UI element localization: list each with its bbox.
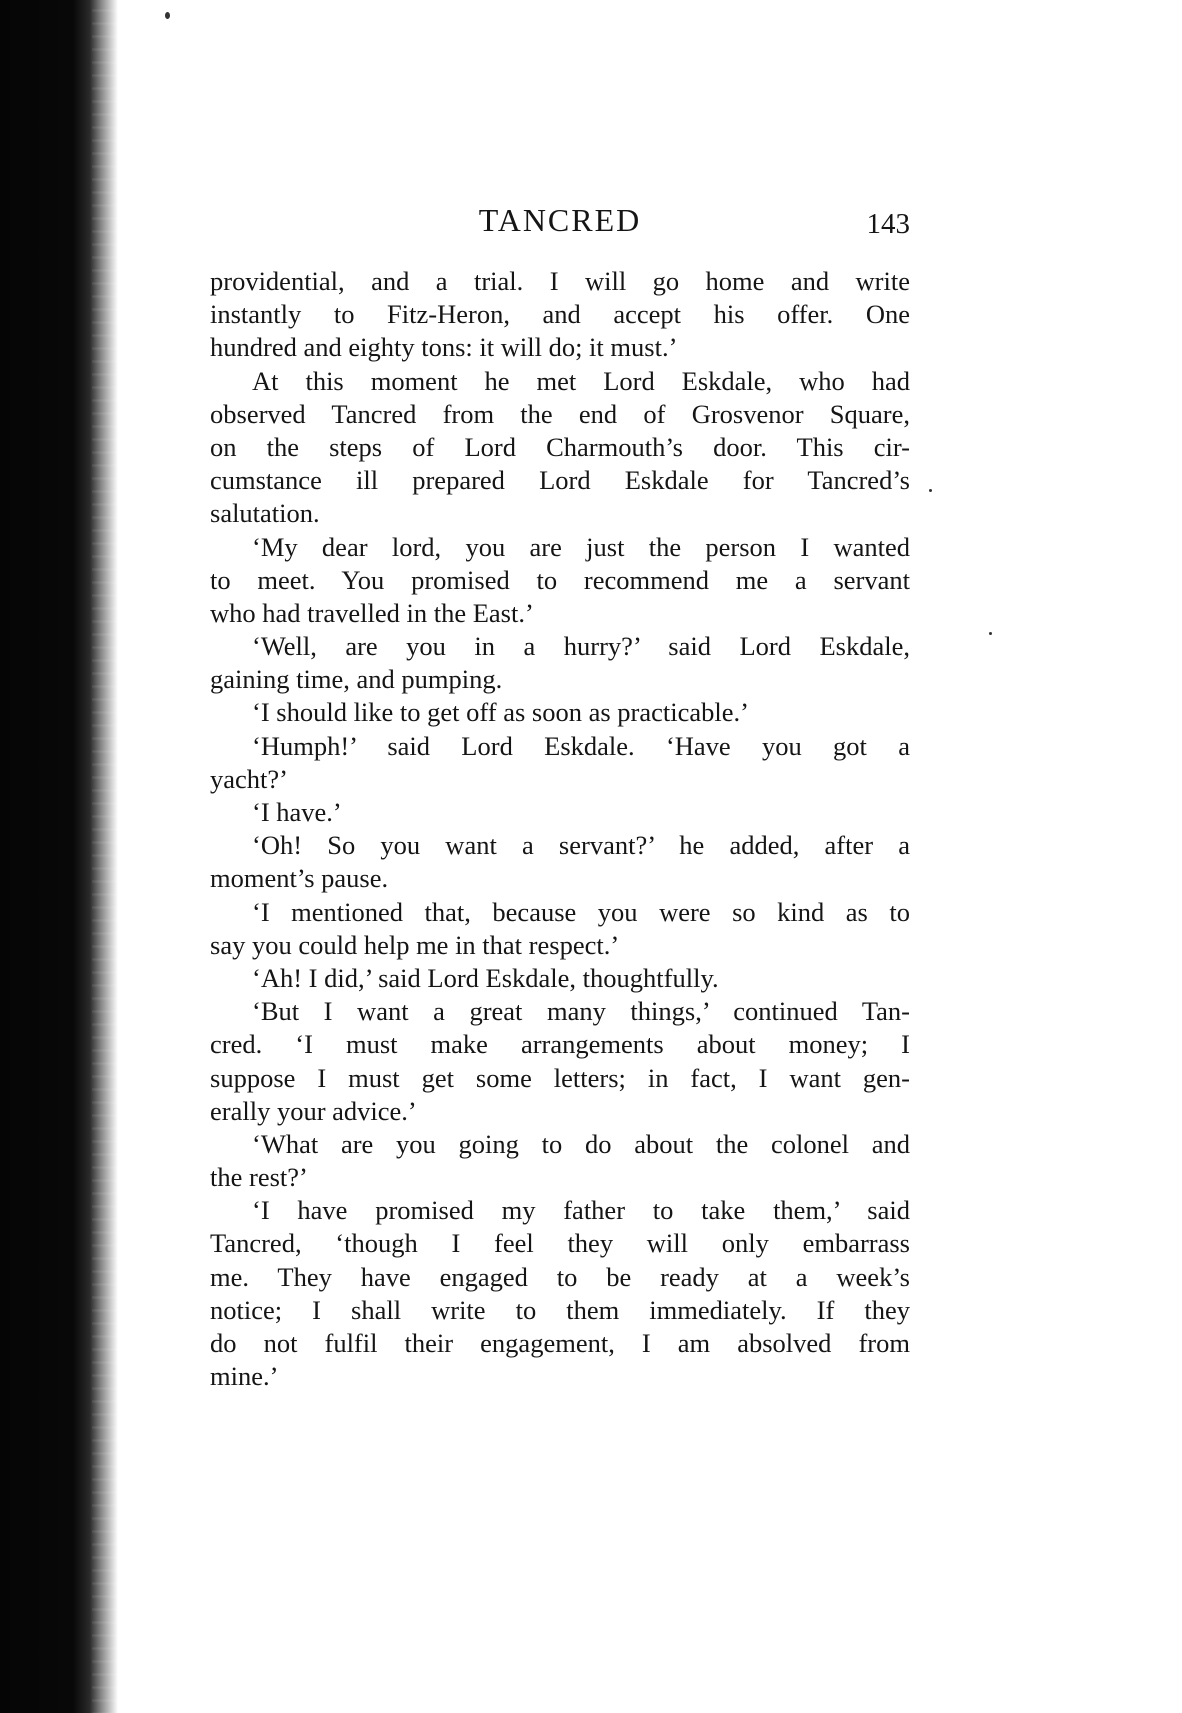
text-line: ‘My dear lord, you are just the person I wanted bbox=[252, 531, 910, 562]
text-line: me. They have engaged to be ready at a week’s bbox=[210, 1261, 910, 1292]
text-line: mine.’ bbox=[210, 1361, 279, 1392]
text-line: on the steps of Lord Charmouth’s door. This cir- bbox=[210, 431, 910, 462]
text-line: gaining time, and pumping. bbox=[210, 664, 503, 695]
text-line: moment’s pause. bbox=[210, 863, 389, 894]
text-line: erally your advice.’ bbox=[210, 1095, 417, 1126]
text-line: ‘Ah! I did,’ said Lord Eskdale, thoughtfully. bbox=[252, 962, 719, 993]
text-line: ‘What are you going to do about the colonel and bbox=[252, 1128, 910, 1159]
text-line: Tancred, ‘though I feel they will only embarrass bbox=[210, 1228, 910, 1259]
text-line: instantly to Fitz-Heron, and accept his offer. One bbox=[210, 299, 910, 330]
text-line: suppose I must get some letters; in fact, I want gen- bbox=[210, 1062, 910, 1093]
text-line: notice; I shall write to them immediately. If they bbox=[210, 1294, 910, 1325]
text-line: ‘Oh! So you want a servant?’ he added, after a bbox=[252, 830, 910, 861]
text-line: ‘I have.’ bbox=[252, 797, 342, 827]
text-line: yacht?’ bbox=[210, 763, 288, 794]
page-header bbox=[210, 198, 910, 242]
binding-edge bbox=[92, 0, 122, 1713]
text-line: to meet. You promised to recommend me a servant bbox=[210, 564, 910, 595]
text-line: the rest?’ bbox=[210, 1162, 308, 1193]
text-line: say you could help me in that respect.’ bbox=[210, 929, 620, 960]
text-line: ‘I mentioned that, because you were so kind as to bbox=[252, 896, 910, 927]
text-line: ‘Well, are you in a hurry?’ said Lord Eskdale, bbox=[252, 631, 910, 662]
text-line: ‘I have promised my father to take them,’ said bbox=[252, 1195, 910, 1226]
text-line: ‘I should like to get off as soon as practicable.’ bbox=[252, 697, 749, 728]
text-line: At this moment he met Lord Eskdale, who had bbox=[252, 365, 910, 396]
text-line: observed Tancred from the end of Grosvenor Square, bbox=[210, 398, 910, 429]
ink-speck bbox=[929, 489, 932, 492]
ink-speck bbox=[165, 12, 170, 19]
body-text bbox=[210, 265, 910, 1393]
ink-speck bbox=[989, 632, 992, 635]
running-title: TANCRED bbox=[478, 202, 642, 238]
text-line: hundred and eighty tons: it will do; it must.’ bbox=[210, 332, 678, 363]
text-line: providential, and a trial. I will go home and write bbox=[210, 266, 910, 296]
text-line: salutation. bbox=[210, 498, 320, 529]
page-number: 143 bbox=[866, 208, 910, 240]
text-line: ‘But I want a great many things,’ continued Tan- bbox=[252, 996, 910, 1027]
text-line: do not fulfil their engagement, I am absolved from bbox=[210, 1328, 910, 1358]
text-line: cumstance ill prepared Lord Eskdale for Tancred’s bbox=[210, 465, 910, 496]
text-line: ‘Humph!’ said Lord Eskdale. ‘Have you got a bbox=[252, 730, 910, 761]
text-line: cred. ‘I must make arrangements about money; I bbox=[210, 1029, 910, 1060]
text-line: who had travelled in the East.’ bbox=[210, 597, 534, 628]
